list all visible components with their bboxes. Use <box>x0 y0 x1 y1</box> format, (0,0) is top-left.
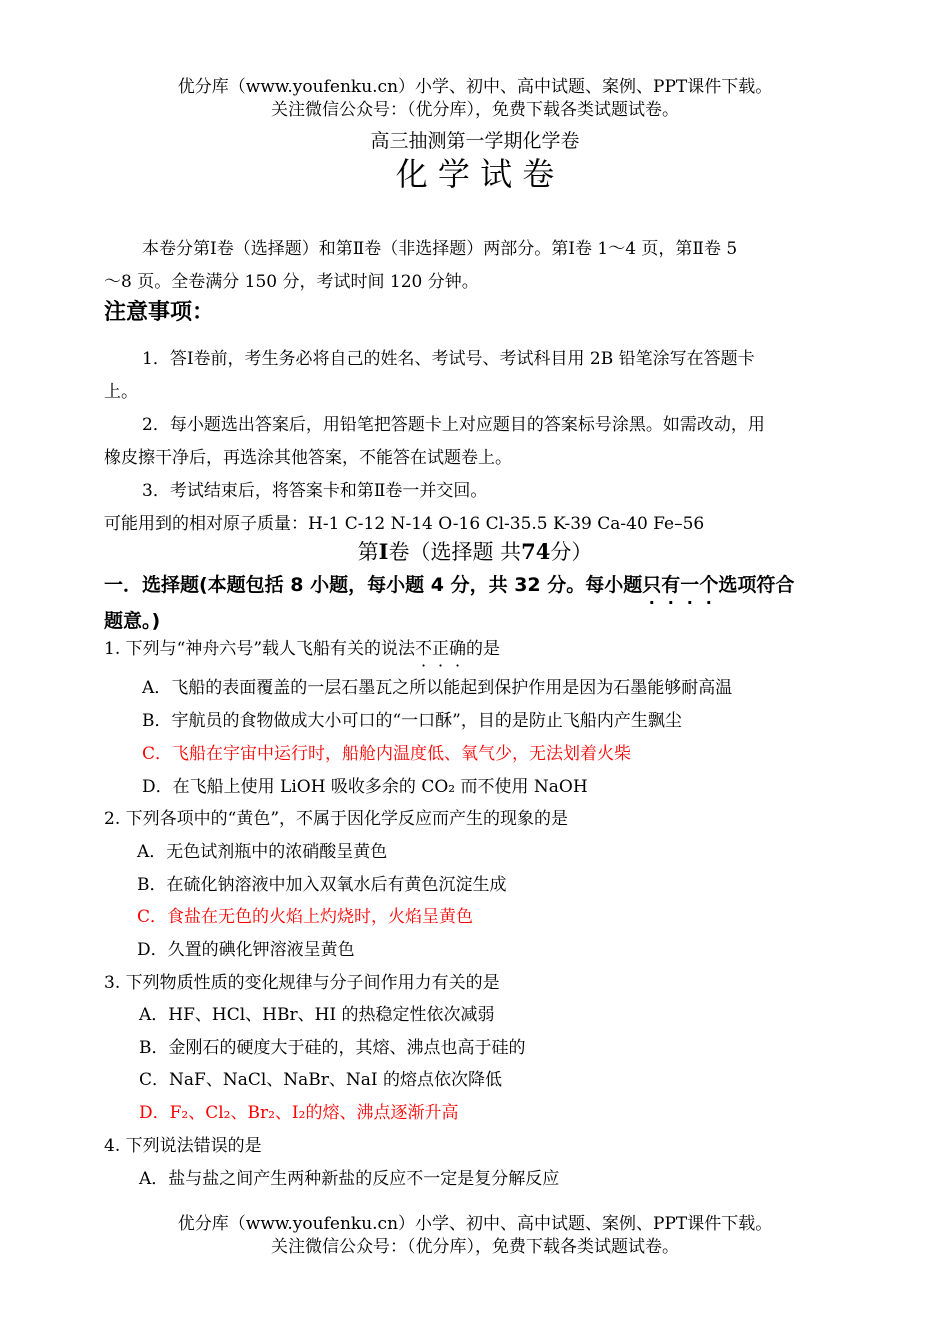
q1-option-a: A．飞船的表面覆盖的一层石墨瓦之所以能起到保护作用是因为石墨能够耐高温 <box>142 678 733 698</box>
q1-stem-pre: 1. 下列与“神舟六号”载人飞船有关的说法 <box>104 639 416 659</box>
emphasis-char: 确 <box>449 639 467 659</box>
intro-line-1: 本卷分第Ⅰ卷（选择题）和第Ⅱ卷（非选择题）两部分。第Ⅰ卷 1～4 页，第Ⅱ卷 5 <box>142 239 738 259</box>
q2-option-d: D．久置的碘化钾溶液呈黄色 <box>137 940 355 960</box>
section-instructions-line-1 <box>104 573 794 597</box>
q1-option-d: D．在飞船上使用 LiOH 吸收多余的 CO₂ 而不使用 NaOH <box>142 777 588 797</box>
notice-item-3: 3．考试结束后，将答案卡和第Ⅱ卷一并交回。 <box>142 481 488 501</box>
emphasis-char: 个 <box>699 574 719 596</box>
q1-stem-post: 的是 <box>466 639 501 659</box>
notice-item-1-line-1: 1．答Ⅰ卷前，考生务必将自己的姓名、考试号、考试科目用 2B 铅笔涂写在答题卡 <box>142 349 755 369</box>
intro-line-2: ～8 页。全卷满分 150 分，考试时间 120 分钟。 <box>104 272 479 292</box>
notice-item-1-line-2: 上。 <box>104 382 138 402</box>
q2-option-b: B．在硫化钠溶液中加入双氧水后有黄色沉淀生成 <box>137 875 507 895</box>
instr-pre: 一．选择题(本题包括 8 小题，每小题 4 分，共 32 分。每小题 <box>104 574 643 596</box>
q1-option-b: B．宇航员的食物做成大小可口的“一口酥”，目的是防止飞船内产生飘尘 <box>142 711 682 731</box>
instr-post: 选项符合 <box>718 574 795 596</box>
section-title-num: I <box>378 539 389 564</box>
header-line-2: 关注微信公众号：（优分库），免费下载各类试题试卷。 <box>271 100 679 120</box>
exam-subtitle: 高三抽测第一学期化学卷 <box>370 130 580 152</box>
emphasis-char: 不 <box>415 639 433 659</box>
q3-option-d: D．F₂、Cl₂、Br₂、I₂的熔、沸点逐渐升高 <box>139 1103 459 1123</box>
emphasis-char: 正 <box>432 639 450 659</box>
q4-option-a: A．盐与盐之间产生两种新盐的反应不一定是复分解反应 <box>139 1169 560 1189</box>
section-title-score: 74 <box>521 539 551 564</box>
footer-line-2: 关注微信公众号：（优分库），免费下载各类试题试卷。 <box>271 1237 679 1257</box>
notice-item-2-line-1: 2．每小题选出答案后，用铅笔把答题卡上对应题目的答案标号涂黑。如需改动，用 <box>142 415 765 435</box>
question-4-stem: 4. 下列说法错误的是 <box>104 1136 262 1156</box>
atomic-masses: 可能用到的相对原子质量：H-1 C-12 N-14 O-16 Cl-35.5 K-39 Ca-40 Fe–56 <box>104 514 705 534</box>
notice-heading: 注意事项： <box>104 300 215 325</box>
emphasis-char: 只 <box>642 574 662 596</box>
emphasis-char: 一 <box>680 574 700 596</box>
q3-option-a: A．HF、HCl、HBr、HI 的热稳定性依次减弱 <box>139 1005 495 1025</box>
q1-stem-emphasis <box>415 639 466 659</box>
section-title-post: 分） <box>550 540 593 564</box>
footer-line-1: 优分库（www.youfenku.cn）小学、初中、高中试题、案例、PPT课件下载。 <box>177 1214 773 1234</box>
section-instructions-line-2: 题意。) <box>104 610 161 632</box>
q1-option-c: C．飞船在宇宙中运行时，船舱内温度低、氧气少，无法划着火柴 <box>142 744 632 764</box>
emphasis-char: 有 <box>661 574 681 596</box>
question-3-stem: 3. 下列物质性质的变化规律与分子间作用力有关的是 <box>104 973 500 993</box>
q3-option-c: C．NaF、NaCl、NaBr、NaI 的熔点依次降低 <box>139 1070 503 1090</box>
exam-title: 化 学 试 卷 <box>395 155 555 193</box>
header-line-1: 优分库（www.youfenku.cn）小学、初中、高中试题、案例、PPT课件下载。 <box>177 77 773 97</box>
q3-option-b: B．金刚石的硬度大于硅的，其熔、沸点也高于硅的 <box>139 1038 526 1058</box>
section-title-mid: 卷（选择题 共 <box>388 540 522 564</box>
q2-option-a: A．无色试剂瓶中的浓硝酸呈黄色 <box>137 842 388 862</box>
question-1-stem <box>104 638 500 660</box>
section-title <box>0 539 950 565</box>
question-2-stem: 2. 下列各项中的“黄色”，不属于因化学反应而产生的现象的是 <box>104 809 569 829</box>
notice-item-2-line-2: 橡皮擦干净后，再选涂其他答案，不能答在试题卷上。 <box>104 448 512 468</box>
section-title-pre: 第 <box>357 540 379 564</box>
instr-emphasis-text <box>642 574 718 596</box>
q2-option-c: C．食盐在无色的火焰上灼烧时，火焰呈黄色 <box>137 907 474 927</box>
instr-emphasis <box>642 574 718 596</box>
